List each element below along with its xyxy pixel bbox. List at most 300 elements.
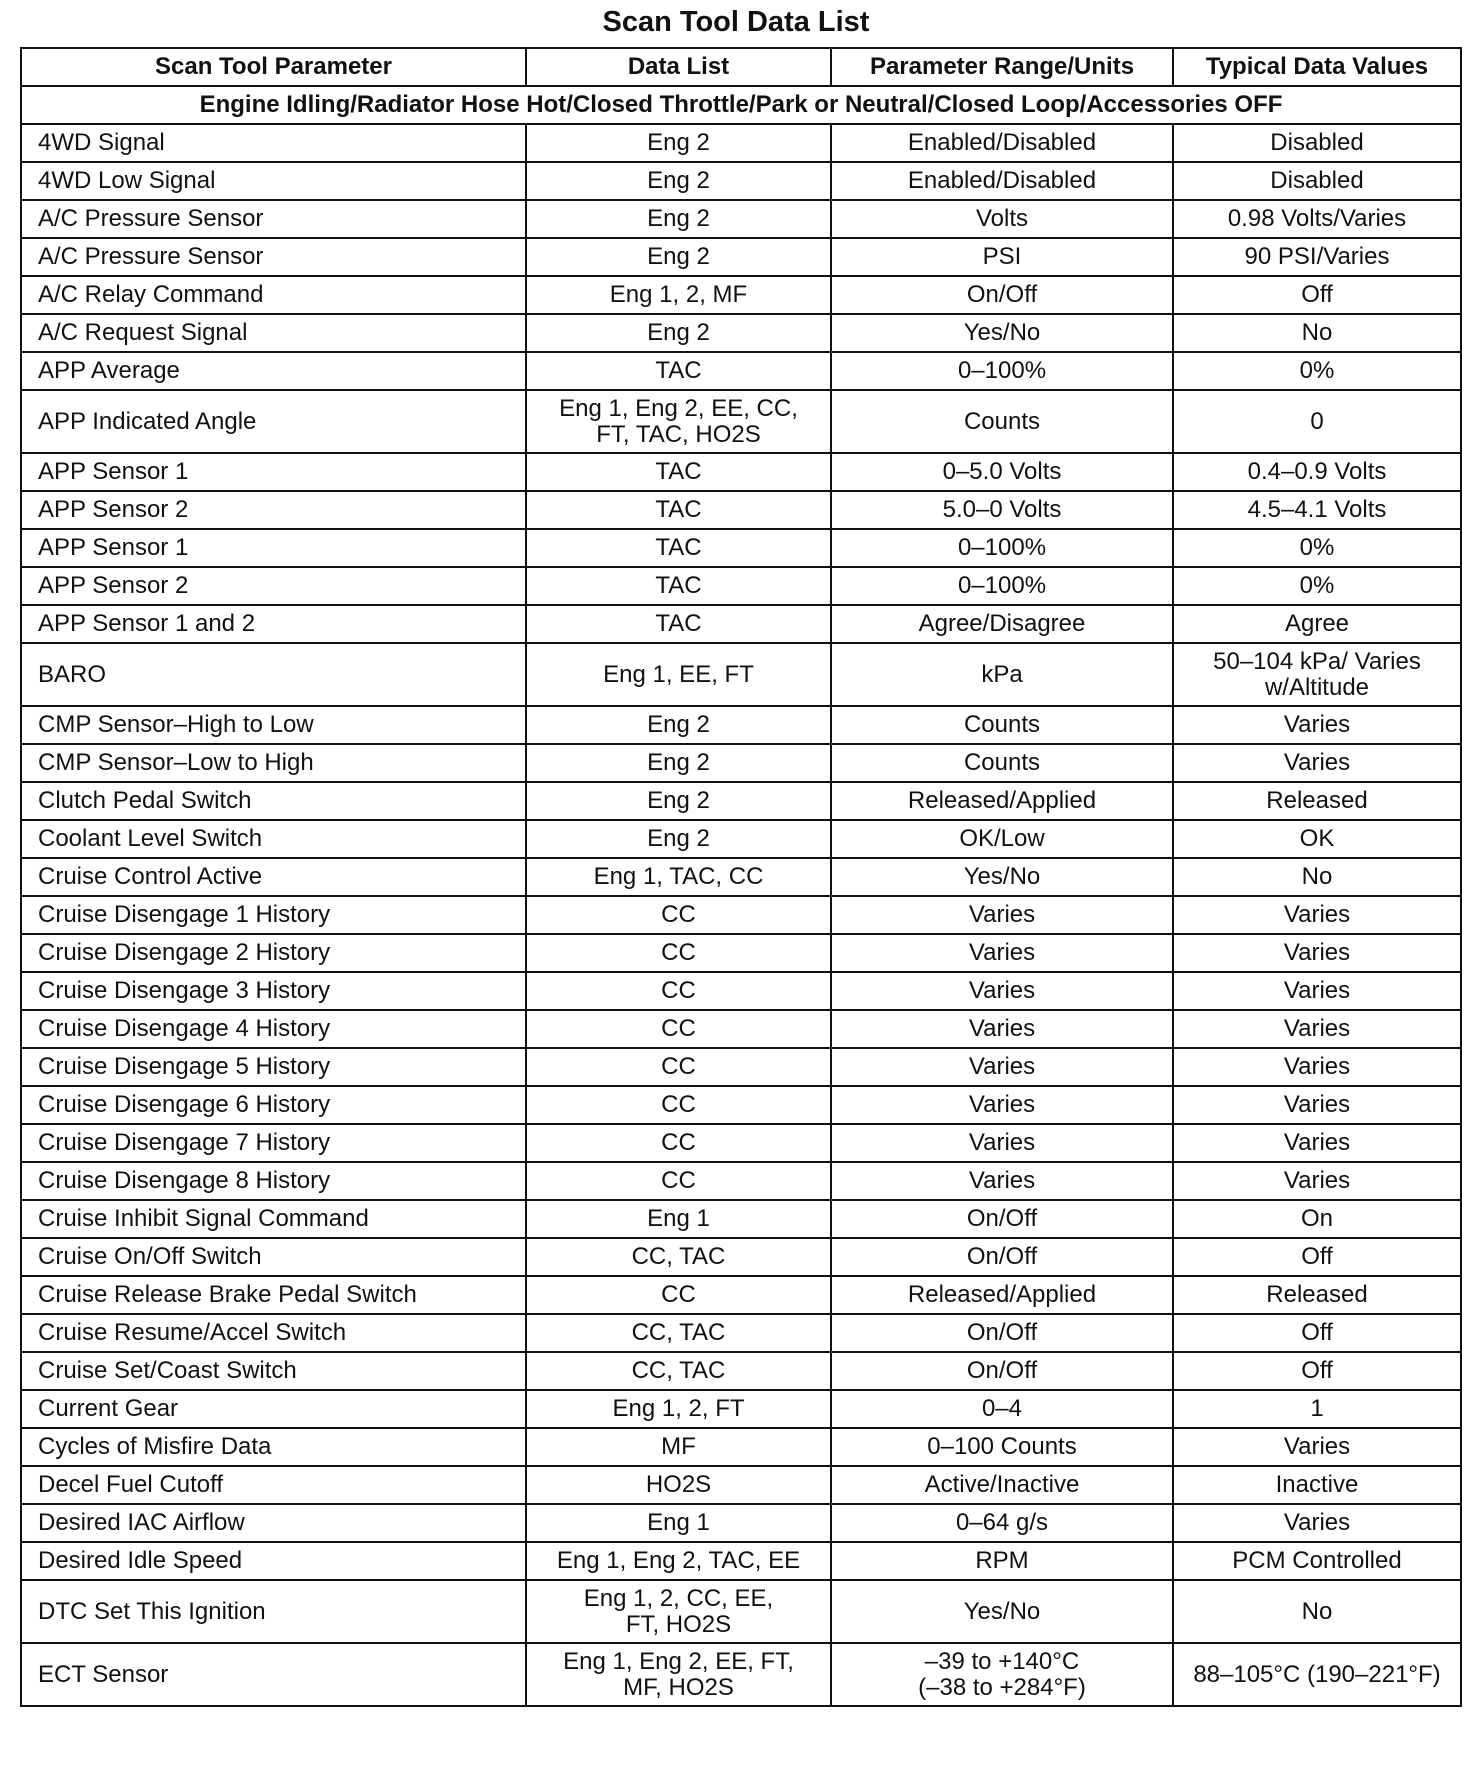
parameter-name: Coolant Level Switch <box>21 820 526 858</box>
parameter-range-cell <box>831 491 1173 529</box>
cell-text-line: Eng 1, EE, FT <box>603 660 754 688</box>
typical-value-cell <box>1173 238 1461 276</box>
cell-text-line: Eng 2 <box>647 787 710 814</box>
cell-text-line: Eng 1, TAC, CC <box>593 863 764 890</box>
parameter-name: Cruise Disengage 4 History <box>21 1010 526 1048</box>
cell-text-line: Counts <box>963 711 1041 738</box>
cell-text-line: PSI <box>982 243 1022 270</box>
table-row <box>21 1580 1461 1643</box>
cell-text-line: Varies <box>1283 1091 1351 1118</box>
table-row <box>21 605 1461 643</box>
cell-text-line: Eng 2 <box>647 319 710 346</box>
cell-text-line: 90 PSI/Varies <box>1244 243 1390 270</box>
cell-text-line: On/Off <box>966 1243 1038 1270</box>
parameter-name: BARO <box>21 643 526 706</box>
data-list-cell <box>526 858 831 896</box>
typical-value-cell <box>1173 706 1461 744</box>
typical-value-cell <box>1173 1542 1461 1580</box>
cell-text-line: 0 <box>1310 407 1324 435</box>
parameter-range-cell <box>831 896 1173 934</box>
parameter-name: Cruise Disengage 5 History <box>21 1048 526 1086</box>
data-list-cell <box>526 1466 831 1504</box>
parameter-name: A/C Pressure Sensor <box>21 200 526 238</box>
parameter-name: Cruise On/Off Switch <box>21 1238 526 1276</box>
typical-value-cell <box>1173 491 1461 529</box>
cell-text-line: Varies <box>968 939 1036 966</box>
typical-value-cell <box>1173 1162 1461 1200</box>
cell-text-line: –39 to +140°C <box>924 1647 1080 1675</box>
parameter-range-cell <box>831 1643 1173 1706</box>
cell-text-line: Varies <box>1283 901 1351 928</box>
parameter-name: 4WD Signal <box>21 124 526 162</box>
data-list-cell <box>526 934 831 972</box>
parameter-range-cell <box>831 453 1173 491</box>
typical-value-cell <box>1173 782 1461 820</box>
cell-text-line: Off <box>1301 1319 1333 1346</box>
cell-text-line: Eng 2 <box>647 129 710 156</box>
typical-value-cell <box>1173 200 1461 238</box>
table-row <box>21 1276 1461 1314</box>
cell-text-line: Off <box>1301 1357 1333 1384</box>
cell-text-line: CC <box>661 1281 696 1308</box>
cell-text-line: 88–105°C (190–221°F) <box>1193 1660 1441 1688</box>
typical-value-cell <box>1173 390 1461 453</box>
parameter-name: APP Indicated Angle <box>21 390 526 453</box>
cell-text-line: On/Off <box>966 1357 1038 1384</box>
condition-row <box>21 86 1461 124</box>
cell-text-line: TAC <box>655 458 702 485</box>
cell-text-line: CC <box>661 901 696 928</box>
parameter-name: Current Gear <box>21 1390 526 1428</box>
parameter-range-cell <box>831 276 1173 314</box>
cell-text-line: Eng 2 <box>647 205 710 232</box>
data-list-cell <box>526 529 831 567</box>
cell-text-line: FT, HO2S <box>625 1610 732 1638</box>
table-row <box>21 706 1461 744</box>
cell-text-line: Eng 1, 2, MF <box>609 281 748 308</box>
data-list-cell <box>526 200 831 238</box>
cell-text-line: Yes/No <box>963 863 1041 890</box>
data-list-cell <box>526 1390 831 1428</box>
data-list-cell <box>526 1643 831 1706</box>
table-row <box>21 858 1461 896</box>
typical-value-cell <box>1173 744 1461 782</box>
parameter-name: Cruise Disengage 7 History <box>21 1124 526 1162</box>
typical-value-cell <box>1173 1428 1461 1466</box>
cell-text-line: CC, TAC <box>631 1243 726 1270</box>
data-list-cell <box>526 1580 831 1643</box>
parameter-name: A/C Pressure Sensor <box>21 238 526 276</box>
cell-text-line: Disabled <box>1270 129 1364 156</box>
typical-value-cell <box>1173 276 1461 314</box>
table-row <box>21 567 1461 605</box>
data-list-cell <box>526 314 831 352</box>
cell-text-line: Eng 2 <box>647 711 710 738</box>
cell-text-line: Varies <box>1283 749 1351 776</box>
parameter-name: Desired Idle Speed <box>21 1542 526 1580</box>
cell-text-line: CC <box>661 1091 696 1118</box>
parameter-range-cell <box>831 1542 1173 1580</box>
typical-value-cell <box>1173 314 1461 352</box>
data-list-cell <box>526 896 831 934</box>
parameter-range-cell <box>831 858 1173 896</box>
cell-text-line: 0% <box>1299 572 1335 599</box>
typical-value-cell <box>1173 1238 1461 1276</box>
cell-text-line: 0.4–0.9 Volts <box>1247 458 1387 485</box>
typical-value-cell <box>1173 1643 1461 1706</box>
cell-text-line: Varies <box>968 1129 1036 1156</box>
data-list-cell <box>526 491 831 529</box>
cell-text-line: Off <box>1301 281 1333 308</box>
cell-text-line: 50–104 kPa/ Varies <box>1213 647 1421 675</box>
parameter-name: Desired IAC Airflow <box>21 1504 526 1542</box>
table-row <box>21 491 1461 529</box>
cell-text-line: TAC <box>655 610 702 637</box>
cell-text-line: TAC <box>655 534 702 561</box>
parameter-name: Cruise Disengage 6 History <box>21 1086 526 1124</box>
cell-text-line: Eng 1, 2, CC, EE, <box>583 1584 774 1612</box>
table-row <box>21 896 1461 934</box>
cell-text-line: FT, TAC, HO2S <box>596 420 761 448</box>
parameter-range-cell <box>831 1504 1173 1542</box>
table-row <box>21 314 1461 352</box>
parameter-range-cell <box>831 1010 1173 1048</box>
cell-text-line: (–38 to +284°F) <box>918 1673 1086 1701</box>
typical-value-cell <box>1173 1466 1461 1504</box>
parameter-range-cell <box>831 1162 1173 1200</box>
cell-text-line: 0–100% <box>957 572 1047 599</box>
column-header: Data List <box>526 48 831 86</box>
table-row <box>21 934 1461 972</box>
parameter-name: 4WD Low Signal <box>21 162 526 200</box>
cell-text-line: Eng 1, Eng 2, TAC, EE <box>556 1547 801 1574</box>
parameter-range-cell <box>831 1466 1173 1504</box>
cell-text-line: Agree <box>1284 610 1350 637</box>
parameter-range-cell <box>831 643 1173 706</box>
data-list-cell <box>526 238 831 276</box>
parameter-name: Cruise Set/Coast Switch <box>21 1352 526 1390</box>
typical-value-cell <box>1173 1200 1461 1238</box>
typical-value-cell <box>1173 1124 1461 1162</box>
cell-text-line: Varies <box>1283 1015 1351 1042</box>
data-list-cell <box>526 1048 831 1086</box>
cell-text-line: 5.0–0 Volts <box>942 496 1062 523</box>
data-list-cell <box>526 820 831 858</box>
cell-text-line: w/Altitude <box>1264 673 1370 701</box>
cell-text-line: RPM <box>975 1547 1029 1574</box>
cell-text-line: CC <box>661 1167 696 1194</box>
cell-text-line: CC <box>661 1129 696 1156</box>
data-list-cell <box>526 1124 831 1162</box>
data-list-cell <box>526 1162 831 1200</box>
parameter-range-cell <box>831 1048 1173 1086</box>
typical-value-cell <box>1173 972 1461 1010</box>
cell-text-line: Volts <box>975 205 1029 232</box>
cell-text-line: 0% <box>1299 534 1335 561</box>
cell-text-line: Released <box>1266 787 1368 814</box>
cell-text-line: On <box>1300 1205 1333 1232</box>
table-row <box>21 643 1461 706</box>
cell-text-line: 0–100 Counts <box>927 1433 1077 1460</box>
cell-text-line: Off <box>1301 1243 1333 1270</box>
parameter-range-cell <box>831 605 1173 643</box>
cell-text-line: Eng 1, Eng 2, EE, CC, <box>559 394 798 422</box>
parameter-name: ECT Sensor <box>21 1643 526 1706</box>
table-row <box>21 352 1461 390</box>
data-list-cell <box>526 1010 831 1048</box>
cell-text-line: CC <box>661 1015 696 1042</box>
table-row <box>21 453 1461 491</box>
cell-text-line: 1 <box>1310 1395 1324 1422</box>
table-row <box>21 276 1461 314</box>
table-row <box>21 1504 1461 1542</box>
cell-text-line: Inactive <box>1275 1471 1359 1498</box>
parameter-range-cell <box>831 352 1173 390</box>
cell-text-line: Eng 1 <box>647 1205 710 1232</box>
scan-tool-data-table <box>20 47 1462 1707</box>
data-list-cell <box>526 1238 831 1276</box>
parameter-name: Cruise Release Brake Pedal Switch <box>21 1276 526 1314</box>
data-list-cell <box>526 1200 831 1238</box>
parameter-range-cell <box>831 1200 1173 1238</box>
cell-text-line: No <box>1301 863 1333 890</box>
column-header: Scan Tool Parameter <box>21 48 526 86</box>
column-header: Typical Data Values <box>1173 48 1461 86</box>
table-row <box>21 1086 1461 1124</box>
cell-text-line: Varies <box>1283 939 1351 966</box>
data-list-cell <box>526 706 831 744</box>
parameter-name: APP Average <box>21 352 526 390</box>
cell-text-line: 0–100% <box>957 357 1047 384</box>
table-row <box>21 1238 1461 1276</box>
cell-text-line: Yes/No <box>963 319 1041 346</box>
cell-text-line: On/Off <box>966 1319 1038 1346</box>
cell-text-line: Varies <box>1283 1053 1351 1080</box>
typical-value-cell <box>1173 1504 1461 1542</box>
cell-text-line: Varies <box>968 977 1036 1004</box>
cell-text-line: TAC <box>655 572 702 599</box>
cell-text-line: Eng 2 <box>647 749 710 776</box>
typical-value-cell <box>1173 1010 1461 1048</box>
parameter-range-cell <box>831 934 1173 972</box>
cell-text-line: Counts <box>963 749 1041 776</box>
parameter-range-cell <box>831 1238 1173 1276</box>
cell-text-line: OK/Low <box>959 825 1045 852</box>
cell-text-line: 0–5.0 Volts <box>942 458 1062 485</box>
table-row <box>21 1162 1461 1200</box>
data-list-cell <box>526 1352 831 1390</box>
typical-value-cell <box>1173 124 1461 162</box>
parameter-name: APP Sensor 2 <box>21 491 526 529</box>
cell-text-line: Released/Applied <box>907 787 1097 814</box>
cell-text-line: Agree/Disagree <box>918 610 1086 637</box>
parameter-range-cell <box>831 1314 1173 1352</box>
parameter-range-cell <box>831 529 1173 567</box>
cell-text-line: Active/Inactive <box>924 1471 1080 1498</box>
table-row <box>21 1390 1461 1428</box>
parameter-range-cell <box>831 567 1173 605</box>
table-row <box>21 238 1461 276</box>
data-list-cell <box>526 1428 831 1466</box>
typical-value-cell <box>1173 529 1461 567</box>
cell-text-line: 0.98 Volts/Varies <box>1227 205 1407 232</box>
parameter-name: DTC Set This Ignition <box>21 1580 526 1643</box>
parameter-name: APP Sensor 1 <box>21 453 526 491</box>
parameter-name: Cruise Disengage 2 History <box>21 934 526 972</box>
cell-text-line: Varies <box>968 1053 1036 1080</box>
parameter-name: Cruise Disengage 1 History <box>21 896 526 934</box>
table-row <box>21 1352 1461 1390</box>
typical-value-cell <box>1173 934 1461 972</box>
cell-text-line: Counts <box>963 407 1041 435</box>
table-row <box>21 1643 1461 1706</box>
data-list-cell <box>526 453 831 491</box>
parameter-name: A/C Relay Command <box>21 276 526 314</box>
cell-text-line: 4.5–4.1 Volts <box>1247 496 1387 523</box>
table-row <box>21 782 1461 820</box>
cell-text-line: TAC <box>655 357 702 384</box>
cell-text-line: CC <box>661 1053 696 1080</box>
typical-value-cell <box>1173 896 1461 934</box>
cell-text-line: Varies <box>968 1091 1036 1118</box>
cell-text-line: No <box>1301 319 1333 346</box>
typical-value-cell <box>1173 453 1461 491</box>
header-row <box>21 48 1461 86</box>
page-title: Scan Tool Data List <box>602 6 870 38</box>
parameter-name: APP Sensor 1 <box>21 529 526 567</box>
typical-value-cell <box>1173 162 1461 200</box>
parameter-range-cell <box>831 200 1173 238</box>
parameter-range-cell <box>831 124 1173 162</box>
parameter-name: Cruise Inhibit Signal Command <box>21 1200 526 1238</box>
parameter-range-cell <box>831 314 1173 352</box>
typical-value-cell <box>1173 1390 1461 1428</box>
cell-text-line: CC, TAC <box>631 1357 726 1384</box>
typical-value-cell <box>1173 1352 1461 1390</box>
cell-text-line: MF <box>661 1433 696 1460</box>
cell-text-line: Varies <box>968 1167 1036 1194</box>
cell-text-line: TAC <box>655 496 702 523</box>
parameter-range-cell <box>831 238 1173 276</box>
parameter-range-cell <box>831 820 1173 858</box>
parameter-name: Cycles of Misfire Data <box>21 1428 526 1466</box>
cell-text-line: Enabled/Disabled <box>907 129 1097 156</box>
cell-text-line: PCM Controlled <box>1232 1547 1402 1574</box>
table-row <box>21 1466 1461 1504</box>
typical-value-cell <box>1173 858 1461 896</box>
data-list-cell <box>526 162 831 200</box>
parameter-range-cell <box>831 1124 1173 1162</box>
test-condition: Engine Idling/Radiator Hose Hot/Closed Throttle/Park or Neutral/Closed Loop/Accessories OFF <box>21 86 1461 124</box>
cell-text-line: Eng 2 <box>647 243 710 270</box>
cell-text-line: On/Off <box>966 1205 1038 1232</box>
parameter-range-cell <box>831 972 1173 1010</box>
cell-text-line: Eng 1, 2, FT <box>612 1395 745 1422</box>
typical-value-cell <box>1173 1580 1461 1643</box>
data-list-cell <box>526 744 831 782</box>
cell-text-line: Varies <box>1283 1509 1351 1536</box>
cell-text-line: Disabled <box>1270 167 1364 194</box>
cell-text-line: Yes/No <box>963 1597 1041 1625</box>
parameter-name: Cruise Disengage 3 History <box>21 972 526 1010</box>
table-row <box>21 972 1461 1010</box>
data-list-cell <box>526 1504 831 1542</box>
parameter-name: APP Sensor 2 <box>21 567 526 605</box>
parameter-name: APP Sensor 1 and 2 <box>21 605 526 643</box>
cell-text-line: Eng 2 <box>647 167 710 194</box>
typical-value-cell <box>1173 1086 1461 1124</box>
table-row <box>21 1428 1461 1466</box>
cell-text-line: 0% <box>1299 357 1335 384</box>
table-row <box>21 124 1461 162</box>
parameter-range-cell <box>831 1276 1173 1314</box>
table-row <box>21 1314 1461 1352</box>
typical-value-cell <box>1173 643 1461 706</box>
parameter-range-cell <box>831 1428 1173 1466</box>
parameter-name: Cruise Control Active <box>21 858 526 896</box>
typical-value-cell <box>1173 1314 1461 1352</box>
parameter-range-cell <box>831 1580 1173 1643</box>
data-list-cell <box>526 1314 831 1352</box>
cell-text-line: kPa <box>981 660 1023 688</box>
data-list-cell <box>526 1542 831 1580</box>
table-row <box>21 162 1461 200</box>
cell-text-line: Varies <box>1283 977 1351 1004</box>
parameter-range-cell <box>831 162 1173 200</box>
cell-text-line: Varies <box>1283 1129 1351 1156</box>
cell-text-line: CC <box>661 939 696 966</box>
cell-text-line: 0–4 <box>981 1395 1023 1422</box>
table-row <box>21 820 1461 858</box>
table-row <box>21 744 1461 782</box>
parameter-name: Clutch Pedal Switch <box>21 782 526 820</box>
data-list-cell <box>526 276 831 314</box>
table-row <box>21 390 1461 453</box>
table-row <box>21 1010 1461 1048</box>
parameter-range-cell <box>831 782 1173 820</box>
typical-value-cell <box>1173 1276 1461 1314</box>
cell-text-line: No <box>1301 1597 1333 1625</box>
data-list-cell <box>526 605 831 643</box>
parameter-range-cell <box>831 390 1173 453</box>
table-row <box>21 529 1461 567</box>
cell-text-line: Varies <box>1283 711 1351 738</box>
data-list-cell <box>526 643 831 706</box>
typical-value-cell <box>1173 352 1461 390</box>
table-row <box>21 200 1461 238</box>
cell-text-line: Varies <box>1283 1167 1351 1194</box>
cell-text-line: CC <box>661 977 696 1004</box>
data-list-cell <box>526 1086 831 1124</box>
cell-text-line: MF, HO2S <box>623 1673 734 1701</box>
parameter-name: CMP Sensor–Low to High <box>21 744 526 782</box>
parameter-name: CMP Sensor–High to Low <box>21 706 526 744</box>
cell-text-line: On/Off <box>966 281 1038 308</box>
data-list-cell <box>526 352 831 390</box>
cell-text-line: Released <box>1266 1281 1368 1308</box>
data-list-cell <box>526 390 831 453</box>
typical-value-cell <box>1173 1048 1461 1086</box>
cell-text-line: Varies <box>968 901 1036 928</box>
table-row <box>21 1200 1461 1238</box>
cell-text-line: Varies <box>1283 1433 1351 1460</box>
data-list-cell <box>526 972 831 1010</box>
cell-text-line: HO2S <box>645 1471 712 1498</box>
parameter-range-cell <box>831 744 1173 782</box>
parameter-name: Decel Fuel Cutoff <box>21 1466 526 1504</box>
cell-text-line: Varies <box>968 1015 1036 1042</box>
cell-text-line: Released/Applied <box>907 1281 1097 1308</box>
